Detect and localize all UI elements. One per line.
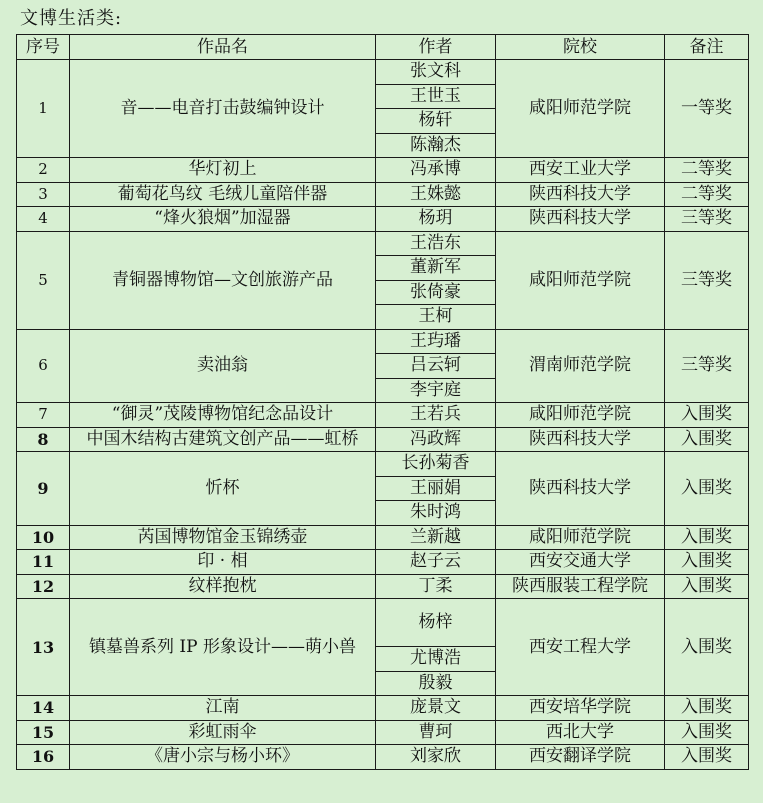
table-row [17, 158, 749, 183]
school-name: 咸阳师范学院 [496, 60, 665, 158]
work-title: 彩虹雨伞 [70, 720, 376, 745]
award-note: 入围奖 [665, 574, 749, 599]
award-note: 三等奖 [665, 207, 749, 232]
author-name: 长孙菊香 [376, 452, 496, 477]
row-index: 10 [17, 525, 70, 550]
school-name: 陕西服装工程学院 [496, 574, 665, 599]
author-name: 庞景文 [376, 696, 496, 721]
award-note: 二等奖 [665, 182, 749, 207]
row-index: 11 [17, 550, 70, 575]
row-index: 1 [17, 60, 70, 158]
award-note: 一等奖 [665, 60, 749, 158]
author-name: 张文科 [376, 60, 496, 85]
row-index: 12 [17, 574, 70, 599]
author-name: 赵子云 [376, 550, 496, 575]
row-index: 14 [17, 696, 70, 721]
award-note: 入围奖 [665, 745, 749, 770]
author-name: 杨轩 [376, 109, 496, 134]
header-school: 院校 [496, 35, 665, 60]
work-title: 青铜器博物馆—文创旅游产品 [70, 231, 376, 329]
school-name: 陕西科技大学 [496, 452, 665, 526]
author-name: 王若兵 [376, 403, 496, 428]
author-name: 陈瀚杰 [376, 133, 496, 158]
author-name: 朱时鸿 [376, 501, 496, 526]
author-name: 冯承博 [376, 158, 496, 183]
work-title: 《唐小宗与杨小环》 [70, 745, 376, 770]
work-title: 音——电音打击鼓编钟设计 [70, 60, 376, 158]
work-title: 镇墓兽系列 IP 形象设计——萌小兽 [70, 599, 376, 696]
table-row [17, 403, 749, 428]
school-name: 西安工业大学 [496, 158, 665, 183]
row-index: 4 [17, 207, 70, 232]
work-title: 华灯初上 [70, 158, 376, 183]
table-row [17, 207, 749, 232]
award-note: 入围奖 [665, 403, 749, 428]
awards-table [16, 34, 749, 770]
work-title: “御灵”茂陵博物馆纪念品设计 [70, 403, 376, 428]
work-title: 纹样抱枕 [70, 574, 376, 599]
row-index: 6 [17, 329, 70, 403]
header-note: 备注 [665, 35, 749, 60]
author-name: 王玙璠 [376, 329, 496, 354]
school-name: 咸阳师范学院 [496, 403, 665, 428]
school-name: 陕西科技大学 [496, 207, 665, 232]
table-row [17, 525, 749, 550]
table-row [17, 599, 749, 647]
award-note: 入围奖 [665, 696, 749, 721]
section-heading: 文博生活类: [20, 8, 123, 29]
school-name: 陕西科技大学 [496, 427, 665, 452]
author-name: 王柯 [376, 305, 496, 330]
school-name: 咸阳师范学院 [496, 231, 665, 329]
row-index: 5 [17, 231, 70, 329]
header-author: 作者 [376, 35, 496, 60]
author-name: 张倚豪 [376, 280, 496, 305]
author-name: 尤博浩 [376, 647, 496, 672]
row-index: 15 [17, 720, 70, 745]
table-body [17, 60, 749, 770]
school-name: 西安培华学院 [496, 696, 665, 721]
work-title: 印 · 相 [70, 550, 376, 575]
author-name: 李宇庭 [376, 378, 496, 403]
school-name: 西安翻译学院 [496, 745, 665, 770]
author-name: 王姝懿 [376, 182, 496, 207]
author-name: 冯政辉 [376, 427, 496, 452]
author-name: 曹珂 [376, 720, 496, 745]
school-name: 西安工程大学 [496, 599, 665, 696]
row-index: 8 [17, 427, 70, 452]
school-name: 陕西科技大学 [496, 182, 665, 207]
author-name: 董新军 [376, 256, 496, 281]
work-title: 芮国博物馆金玉锦绣壶 [70, 525, 376, 550]
author-name: 殷毅 [376, 671, 496, 696]
work-title: “烽火狼烟”加湿器 [70, 207, 376, 232]
award-note: 入围奖 [665, 452, 749, 526]
row-index: 13 [17, 599, 70, 696]
row-index: 9 [17, 452, 70, 526]
author-name: 丁柔 [376, 574, 496, 599]
table-row [17, 329, 749, 354]
table-row [17, 60, 749, 85]
school-name: 咸阳师范学院 [496, 525, 665, 550]
award-note: 入围奖 [665, 599, 749, 696]
author-name: 吕云轲 [376, 354, 496, 379]
school-name: 西安交通大学 [496, 550, 665, 575]
author-name: 王浩东 [376, 231, 496, 256]
table-row [17, 452, 749, 477]
award-note: 三等奖 [665, 329, 749, 403]
work-title: 忻杯 [70, 452, 376, 526]
award-note: 三等奖 [665, 231, 749, 329]
work-title: 葡萄花鸟纹 毛绒儿童陪伴器 [70, 182, 376, 207]
author-name: 刘家欣 [376, 745, 496, 770]
row-index: 3 [17, 182, 70, 207]
school-name: 西北大学 [496, 720, 665, 745]
table-row [17, 427, 749, 452]
award-note: 二等奖 [665, 158, 749, 183]
author-name: 杨梓 [376, 599, 496, 647]
author-name: 王世玉 [376, 84, 496, 109]
work-title: 卖油翁 [70, 329, 376, 403]
table-row [17, 574, 749, 599]
school-name: 渭南师范学院 [496, 329, 665, 403]
work-title: 中国木结构古建筑文创产品——虹桥 [70, 427, 376, 452]
author-name: 王丽娟 [376, 476, 496, 501]
table-header-row [17, 35, 749, 60]
row-index: 16 [17, 745, 70, 770]
award-note: 入围奖 [665, 720, 749, 745]
table-row [17, 550, 749, 575]
header-work: 作品名 [70, 35, 376, 60]
table-row [17, 720, 749, 745]
row-index: 2 [17, 158, 70, 183]
table-row [17, 231, 749, 256]
table-row [17, 182, 749, 207]
row-index: 7 [17, 403, 70, 428]
table-row [17, 745, 749, 770]
author-name: 杨玥 [376, 207, 496, 232]
award-note: 入围奖 [665, 525, 749, 550]
author-name: 兰新越 [376, 525, 496, 550]
award-note: 入围奖 [665, 550, 749, 575]
work-title: 江南 [70, 696, 376, 721]
header-index: 序号 [17, 35, 70, 60]
table-row [17, 696, 749, 721]
award-note: 入围奖 [665, 427, 749, 452]
